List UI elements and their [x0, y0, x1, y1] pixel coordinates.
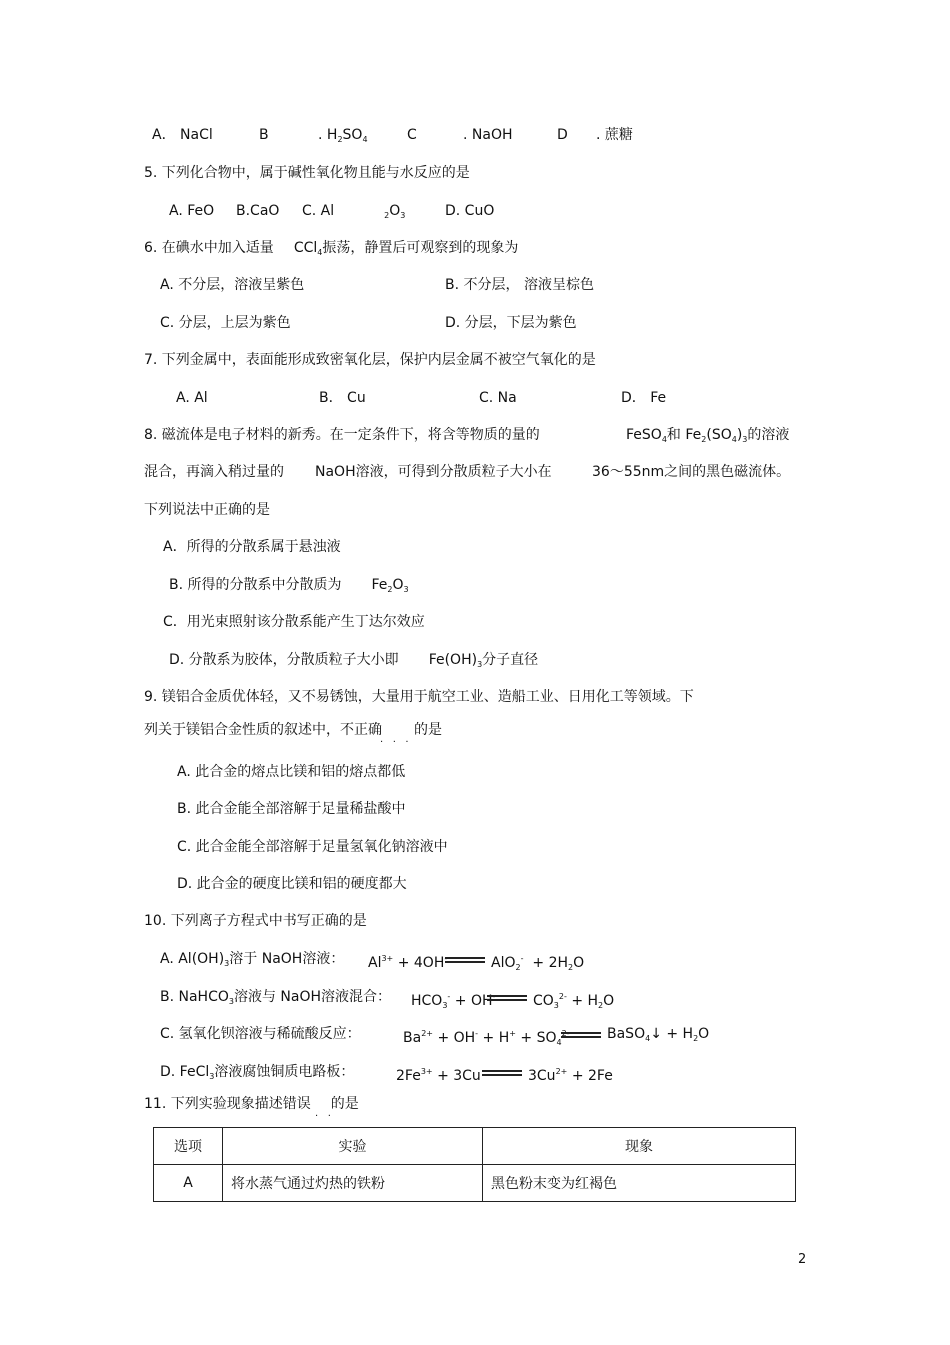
- q8-line2a: 混合，再滴入稍过量的: [144, 464, 284, 480]
- q8-option-d: D. 分散系为胶体，分散质粒子大小即 $Fe(OH)_3$分子直径: [169, 652, 539, 669]
- q4-option-d-label: D: [557, 127, 568, 143]
- page-number: 2: [798, 1252, 807, 1267]
- q10-b-eq-right: $CO_3^{2-} + H_2O$: [533, 992, 615, 1010]
- q10-option-b: B. NaHCO$_3$溶液与 NaOH溶液混合：: [160, 989, 392, 1006]
- q4-option-b-label: B: [259, 127, 269, 143]
- q9-option-d: D. 此合金的硬度比镁和铝的硬度都大: [177, 876, 407, 892]
- q7-option-b: B． Cu: [319, 390, 366, 406]
- q10-d-eq-right: $3Cu^{2+} + 2Fe$: [528, 1067, 613, 1084]
- q5-option-a: A. FeO: [169, 203, 215, 219]
- q10-c-eq-left: $Ba^{2+} + OH^- + H^+ + SO_4^{2-}$: [403, 1029, 570, 1047]
- q4-option-d-value: . 蔗糖: [596, 127, 633, 143]
- q9-line2: 列关于镁铝合金性质的叙述中，不正确 的是: [144, 722, 442, 738]
- table-cell: A: [154, 1165, 223, 1202]
- q8-line1: 8. 磁流体是电子材料的新秀。在一定条件下，将含等物质的量的: [144, 427, 540, 443]
- q9-option-b: B. 此合金能全部溶解于足量稀盐酸中: [177, 801, 406, 817]
- q8-line2c: 36～55nm之间的黑色磁流体。: [592, 464, 791, 480]
- q8-option-c: C．用光束照射该分散系能产生丁达尔效应: [163, 614, 425, 630]
- table-header: 选项: [154, 1128, 223, 1165]
- q6-option-b: B. 不分层， 溶液呈棕色: [445, 277, 594, 293]
- q6-option-a: A. 不分层，溶液呈紫色: [160, 277, 305, 293]
- q9-option-c: C. 此合金能全部溶解于足量氢氧化钠溶液中: [177, 839, 448, 855]
- table-header: 实验: [223, 1128, 483, 1165]
- q5-stem: 5. 下列化合物中，属于碱性氧化物且能与水反应的是: [144, 165, 470, 181]
- equals-sign: [482, 1065, 522, 1078]
- q8-line3: 下列说法中正确的是: [144, 502, 270, 518]
- q7-option-c: C. Na: [479, 390, 517, 406]
- q10-option-c: C. 氢氧化钡溶液与稀硫酸反应：: [160, 1026, 361, 1042]
- q8-option-b: B. 所得的分散系中分散质为 $Fe_2O_3$: [169, 577, 409, 594]
- q10-a-eq-right: $AlO_2^- + 2H_2O$: [491, 954, 585, 972]
- q10-b-eq-left: $HCO_3^- + OH^-$: [411, 992, 496, 1010]
- q10-option-d: D. FeCl$_3$溶液腐蚀铜质电路板：: [160, 1064, 355, 1081]
- experiment-table: [153, 1127, 796, 1202]
- table-header: 现象: [483, 1128, 796, 1165]
- q10-stem: 10. 下列离子方程式中书写正确的是: [144, 913, 367, 929]
- q9-option-a: A. 此合金的熔点比镁和铝的熔点都低: [177, 764, 406, 780]
- q5-option-b: B.CaO: [236, 203, 280, 219]
- q8-line1-formula: FeSO$_4$和 $Fe_2(SO_4)_3$的溶液: [626, 427, 790, 444]
- q7-option-d: D． Fe: [621, 390, 667, 406]
- q4-option-b-value: . $H_2SO_4$: [318, 127, 368, 144]
- q7-stem: 7. 下列金属中，表面能形成致密氧化层，保护内层金属不被空气氧化的是: [144, 352, 596, 368]
- emphasis-dots: · · ·: [380, 737, 409, 748]
- q9-line1: 9. 镁铝合金质优体轻，又不易锈蚀，大量用于航空工业、造船工业、日用化工等领域。下: [144, 689, 694, 705]
- equals-sign: [487, 990, 527, 1003]
- equals-sign: [561, 1027, 601, 1040]
- q5-option-c: C. Al $_2O_3$: [302, 203, 406, 220]
- table-row: [154, 1165, 796, 1202]
- emphasis-dots: · ·: [315, 1111, 331, 1122]
- q6-stem: 6. 在碘水中加入适量 CCl$_4$振荡，静置后可观察到的现象为: [144, 240, 519, 257]
- q10-c-eq-right: BaSO$_4$↓ + $H_2O$: [607, 1026, 710, 1043]
- table-cell: 黑色粉末变为红褐色: [483, 1165, 796, 1202]
- q5-option-d: D. CuO: [445, 203, 495, 219]
- q4-option-c-value: . NaOH: [463, 127, 513, 143]
- q4-option-c-label: C: [407, 127, 417, 143]
- table-header-row: [154, 1128, 796, 1165]
- q6-option-c: C. 分层，上层为紫色: [160, 315, 291, 331]
- q6-option-d: D. 分层，下层为紫色: [445, 315, 577, 331]
- q8-option-a: A．所得的分散系属于悬浊液: [163, 539, 341, 555]
- q10-a-eq-left: $Al^{3+} + 4OH^-$: [368, 954, 448, 971]
- q11-stem: 11. 下列实验现象描述错误 的是: [144, 1096, 359, 1112]
- q8-line2b: NaOH溶液，可得到分散质粒子大小在: [315, 464, 552, 480]
- equals-sign: [445, 952, 485, 965]
- q7-option-a: A. Al: [176, 390, 208, 406]
- table-cell: 将水蒸气通过灼热的铁粉: [223, 1165, 483, 1202]
- q4-option-a: A． NaCl: [152, 127, 213, 143]
- q10-option-a: A. $Al(OH)_3$溶于 NaOH溶液：: [160, 951, 345, 968]
- q10-d-eq-left: $2Fe^{3+} + 3Cu$: [396, 1067, 481, 1084]
